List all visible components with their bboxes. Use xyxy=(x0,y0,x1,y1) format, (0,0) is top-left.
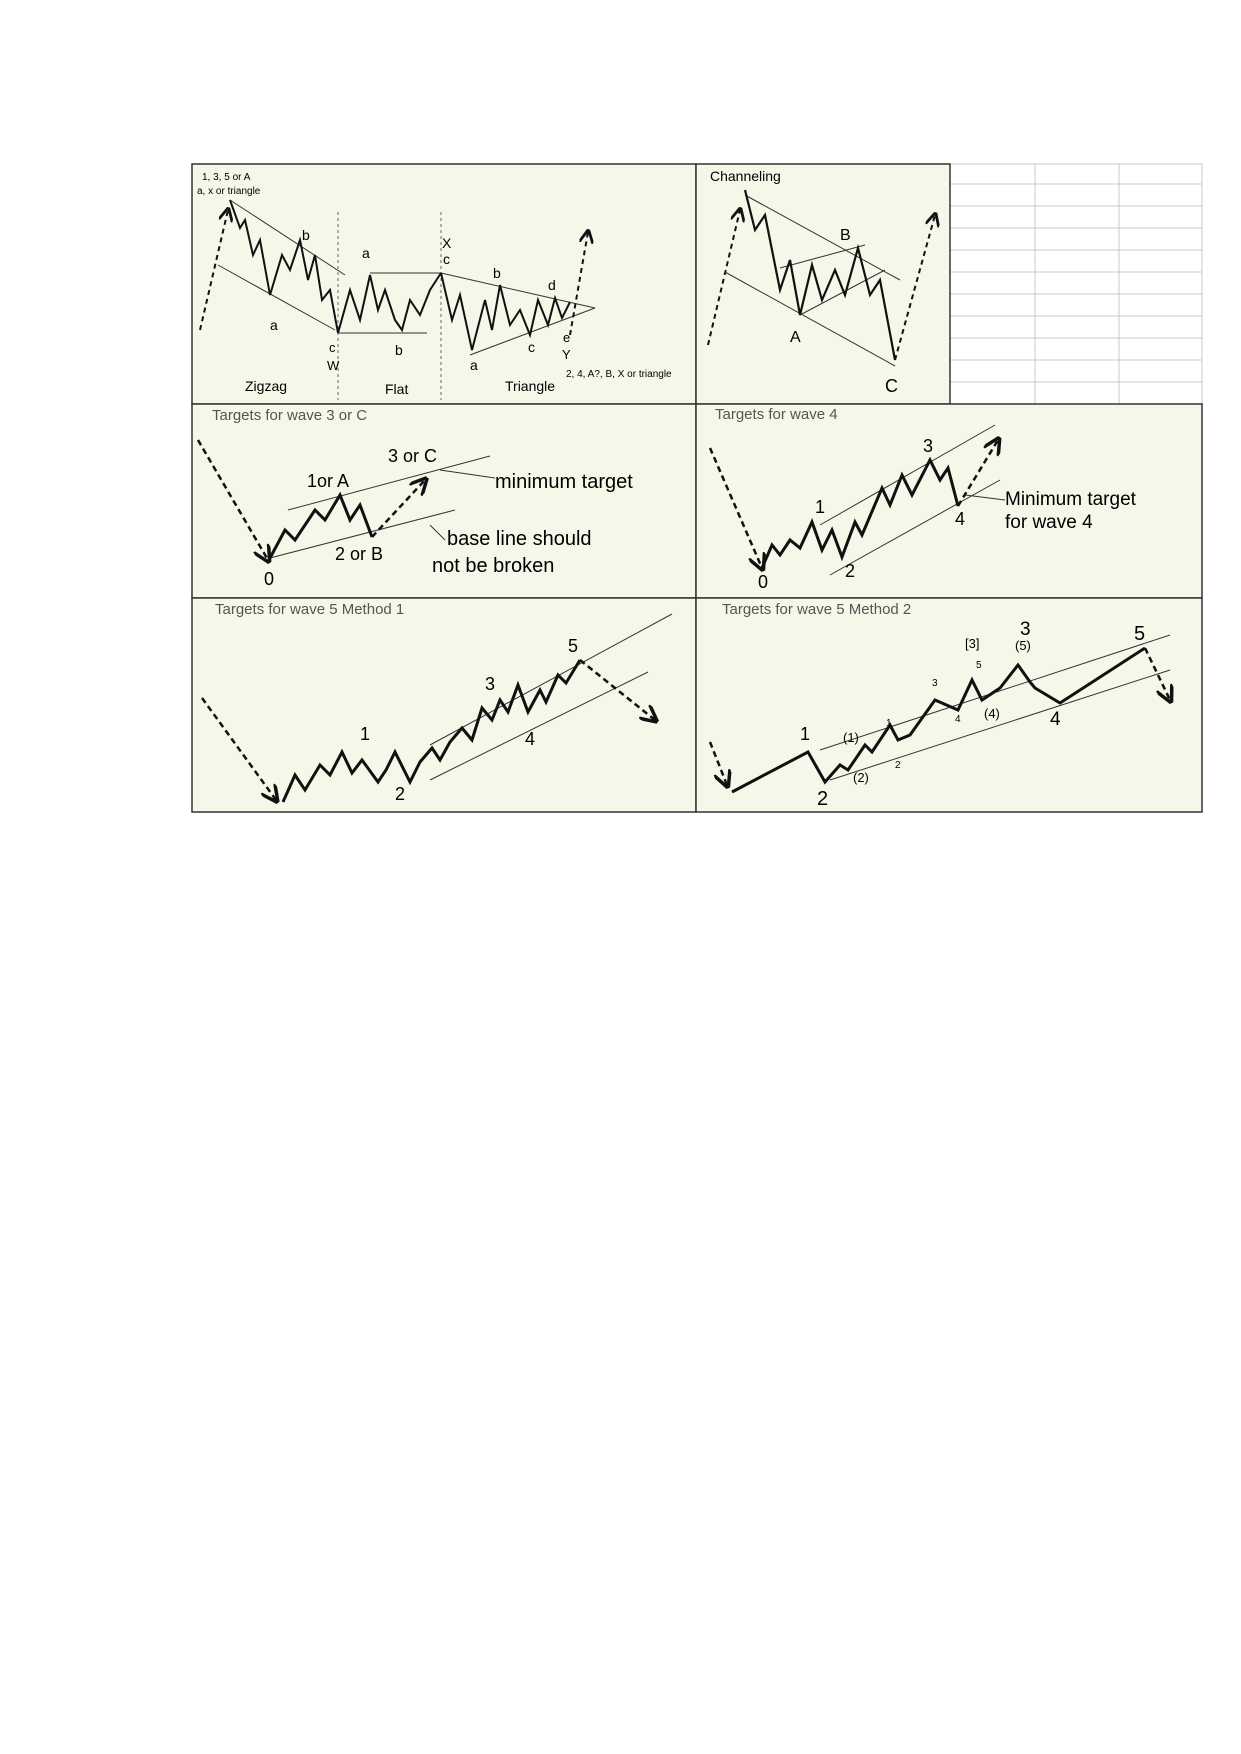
wave5m1-point-1: 1 xyxy=(360,724,371,744)
panel-correction-types xyxy=(192,164,696,404)
spreadsheet-grid xyxy=(950,164,1202,404)
wave5m2-sub-3: [3] xyxy=(965,636,980,651)
wave5m2-point-4: 4 xyxy=(1050,709,1061,730)
flat-a-label: a xyxy=(362,245,370,261)
wave5m1-point-2: 2 xyxy=(395,784,406,804)
triangle-note: 2, 4, A?, B, X or triangle xyxy=(566,369,672,380)
triangle-y-label: Y xyxy=(562,347,571,362)
flat-c-label: c xyxy=(443,251,450,267)
zigzag-c-label: c xyxy=(329,340,336,355)
wave5m1-title: Targets for wave 5 Method 1 xyxy=(215,601,405,618)
wave5m2-point-5: 5 xyxy=(1134,623,1146,645)
triangle-e-label: e xyxy=(563,330,571,345)
wave5m1-point-5: 5 xyxy=(568,636,579,656)
flat-name: Flat xyxy=(385,381,409,397)
wave5m2-sub-5: (5) xyxy=(1015,638,1031,653)
wave5m2-minor-1: 1 xyxy=(886,718,892,729)
wave5m2-sub-1: (1) xyxy=(843,730,859,745)
wave5m2-point-1: 1 xyxy=(800,724,811,744)
wave5m2-minor-2: 2 xyxy=(895,760,901,771)
panel-wave3-targets xyxy=(192,404,696,598)
wave5m2-sub-4: (4) xyxy=(984,706,1000,721)
wave4-point-3: 3 xyxy=(923,436,934,456)
wave3-min-target: minimum target xyxy=(495,471,633,493)
wave5m2-point-2: 2 xyxy=(817,788,829,810)
zigzag-a-label: a xyxy=(270,317,278,333)
channeling-c-label: C xyxy=(885,376,898,396)
wave4-point-4: 4 xyxy=(955,509,966,529)
wave3-point-3: 3 or C xyxy=(388,446,438,466)
wave5m1-point-4: 4 xyxy=(525,729,536,749)
panel-wave5-method1 xyxy=(192,598,696,812)
wave5m1-point-3: 3 xyxy=(485,674,496,694)
wave3-base-line-2: not be broken xyxy=(432,555,555,577)
channeling-title: Channeling xyxy=(710,168,781,184)
wave4-min-target-2: for wave 4 xyxy=(1005,512,1093,533)
zigzag-name: Zigzag xyxy=(245,378,288,394)
wave5m2-minor-3: 3 xyxy=(932,678,938,689)
wave5m2-title: Targets for wave 5 Method 2 xyxy=(722,601,912,618)
flat-b-label: b xyxy=(395,342,403,358)
wave4-title: Targets for wave 4 xyxy=(715,406,838,423)
zigzag-b-label: b xyxy=(302,227,310,243)
panel-channeling xyxy=(696,164,950,404)
panel-wave5-method2 xyxy=(696,598,1202,812)
wave5m2-minor-4: 4 xyxy=(955,714,961,725)
correction-top-label-2: a, x or triangle xyxy=(197,186,261,197)
flat-x-label: X xyxy=(442,235,452,251)
wave4-min-target-1: Minimum target xyxy=(1005,489,1136,510)
wave5m2-sub-2: (2) xyxy=(853,770,869,785)
triangle-name: Triangle xyxy=(505,378,556,394)
wave3-point-2: 2 or B xyxy=(335,544,384,564)
wave4-point-2: 2 xyxy=(845,561,856,581)
wave3-point-0: 0 xyxy=(264,569,275,589)
wave3-title: Targets for wave 3 or C xyxy=(212,407,368,424)
zigzag-w-label: W xyxy=(327,358,340,373)
triangle-d-label: d xyxy=(548,277,556,293)
triangle-c-label: c xyxy=(528,339,535,355)
triangle-a-label: a xyxy=(470,357,478,373)
panel-wave4-targets xyxy=(696,404,1202,598)
wave4-point-1: 1 xyxy=(815,497,826,517)
channeling-a-label: A xyxy=(790,329,801,346)
channeling-b-label: B xyxy=(840,227,851,244)
wave3-point-1: 1or A xyxy=(307,471,350,491)
triangle-b-label: b xyxy=(493,265,501,281)
wave3-base-line-1: base line should xyxy=(447,528,592,550)
wave4-point-0: 0 xyxy=(758,572,769,592)
correction-top-label-1: 1, 3, 5 or A xyxy=(202,172,251,183)
wave5m2-minor-5: 5 xyxy=(976,660,982,671)
wave5m2-point-3: 3 xyxy=(1020,619,1031,640)
